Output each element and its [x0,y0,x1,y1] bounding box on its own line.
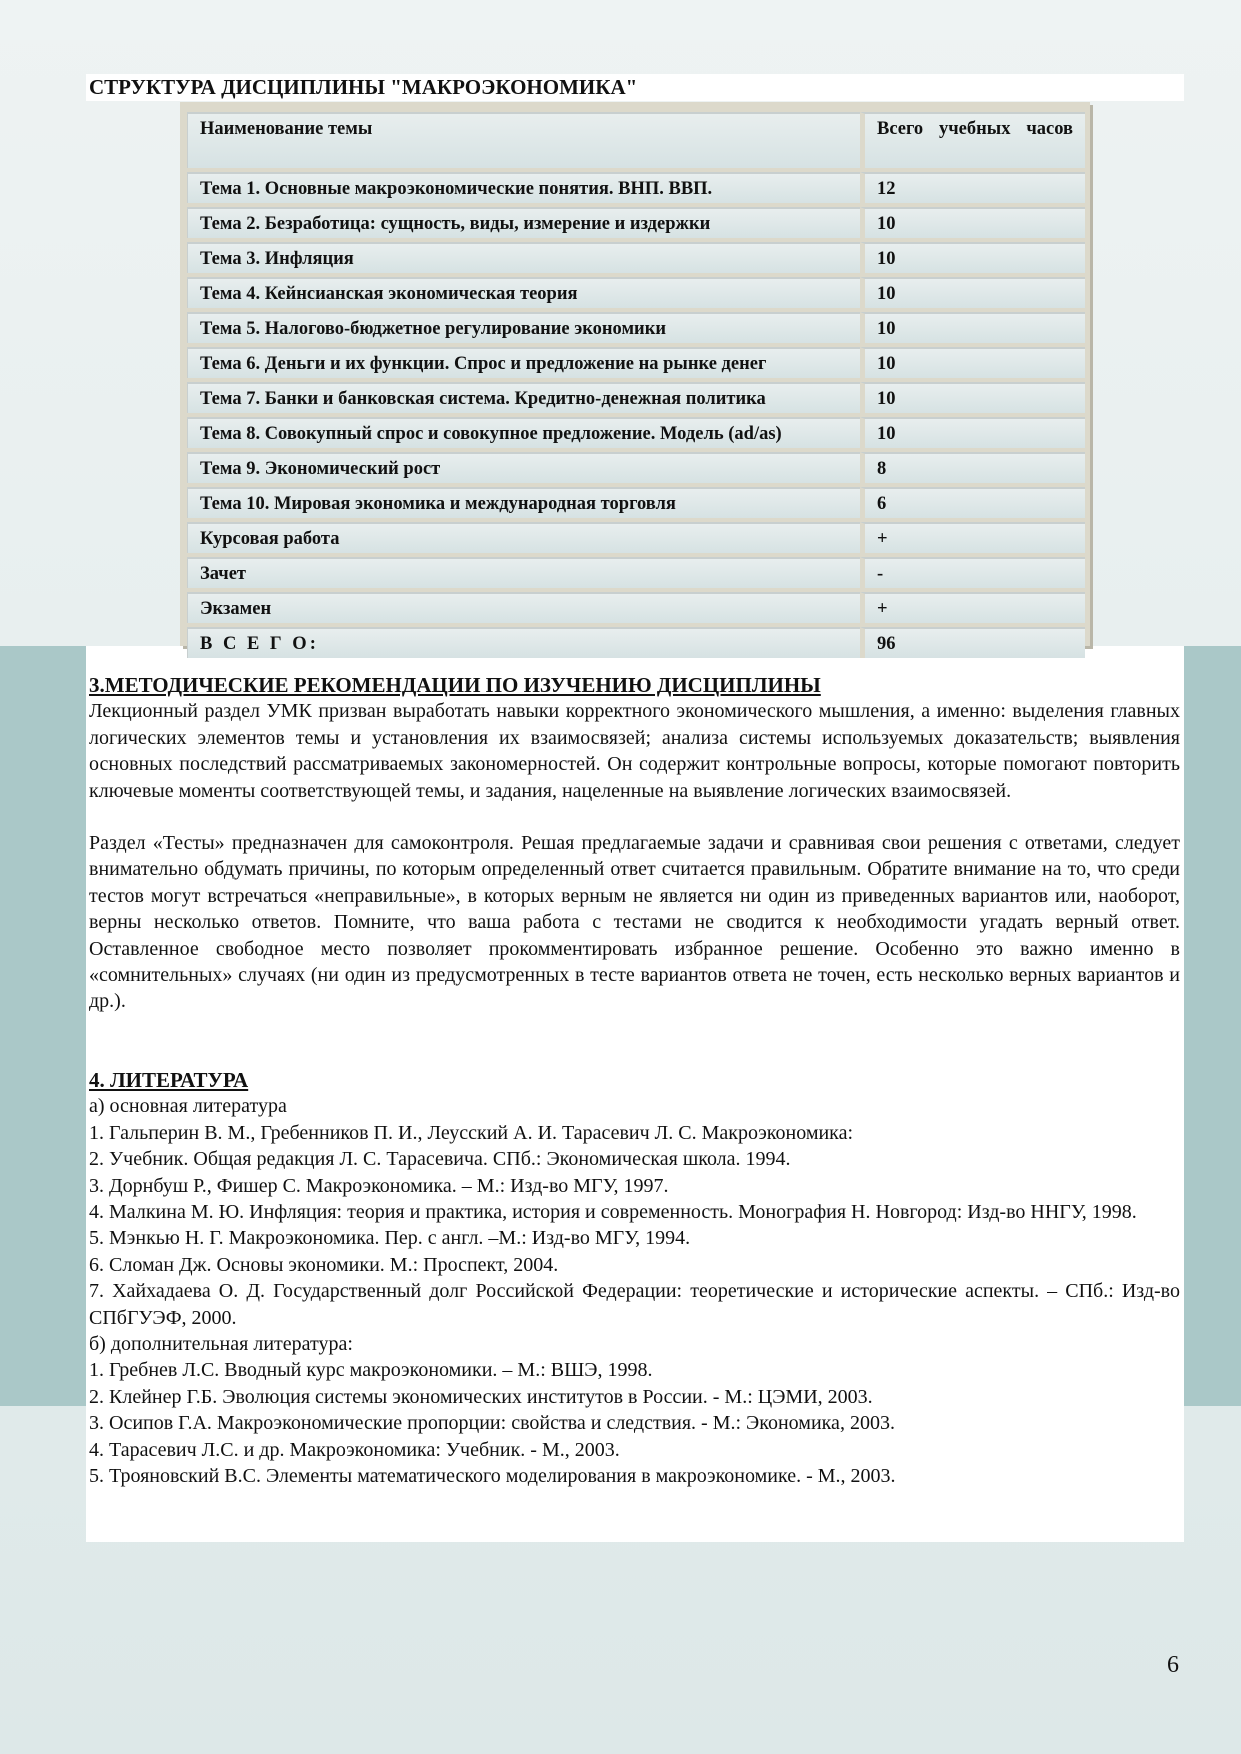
section-methodology [89,672,1180,1015]
topic-cell: Тема 9. Экономический рост [187,452,860,483]
topic-cell: В С Е Г О: [187,627,860,658]
topic-cell: Тема 5. Налогово-бюджетное регулирование экономики [187,312,860,343]
section-literature [89,1067,1180,1490]
reference-item: 3. Дорнбуш Р., Фишер С. Макроэкономика. – М.: Изд-во МГУ, 1997. [89,1174,669,1197]
page-title: СТРУКТУРА ДИСЦИПЛИНЫ "МАКРОЭКОНОМИКА" [89,75,638,99]
table-row [187,277,1085,308]
reference-item: 4. Тарасевич Л.С. и др. Макроэкономика: Учебник. - М., 2003. [89,1438,620,1461]
hours-cell: 10 [860,312,1085,343]
reference-item: 7. Хайхадаева О. Д. Государственный долг Российской Федерации: теоретические и исторические аспекты. – СПб.: Изд-во СПбГУЭФ, 2000. [89,1280,1180,1329]
topic-cell: Тема 8. Совокупный спрос и совокупное предложение. Модель (ad/as) [187,417,860,448]
topic-cell: Тема 1. Основные макроэкономические понятия. ВНП. ВВП. [187,172,860,203]
table-row [187,592,1085,623]
reference-item: 3. Осипов Г.А. Макроэкономические пропорции: свойства и следствия. - М.: Экономика, 2003. [89,1412,895,1435]
hours-cell: 96 [860,627,1085,658]
hours-cell: 12 [860,172,1085,203]
reference-item: 2. Клейнер Г.Б. Эволюция системы экономических институтов в России. - М.: ЦЭМИ, 2003. [89,1385,873,1408]
section-heading: 3.МЕТОДИЧЕСКИЕ РЕКОМЕНДАЦИИ ПО ИЗУЧЕНИЮ ДИСЦИПЛИНЫ [89,673,821,697]
table-row [187,627,1085,658]
topic-cell: Зачет [187,557,860,588]
topic-cell: Тема 6. Деньги и их функции. Спрос и предложение на рынке денег [187,347,860,378]
reference-item: 4. Малкина М. Ю. Инфляция: теория и практика, история и современность. Монография Н. Новгород: Изд-во ННГУ, 1998. [89,1201,1137,1224]
table-row [187,207,1085,238]
table-row [187,487,1085,518]
hours-cell: + [860,522,1085,553]
table-row [187,522,1085,553]
table-row [187,557,1085,588]
structure-table [180,102,1090,654]
hours-cell: - [860,557,1085,588]
topic-cell: Тема 10. Мировая экономика и международная торговля [187,487,860,518]
reference-item: 6. Сломан Дж. Основы экономики. М.: Проспект, 2004. [89,1253,559,1276]
page-number: 6 [1167,1652,1179,1678]
table-row [187,347,1085,378]
topic-cell: Тема 2. Безработица: сущность, виды, измерение и издержки [187,207,860,238]
reference-item: 1. Гребнев Л.С. Вводный курс макроэкономики. – М.: ВШЭ, 1998. [89,1359,653,1382]
topic-cell: Курсовая работа [187,522,860,553]
topic-cell: Тема 4. Кейнсианская экономическая теория [187,277,860,308]
section-heading: 4. ЛИТЕРАТУРА [89,1068,249,1092]
header-hours: Всего учебных часов [860,112,1085,168]
hours-cell: 10 [860,277,1085,308]
table-row [187,417,1085,448]
topic-cell: Экзамен [187,592,860,623]
header-topic: Наименование темы [187,112,860,168]
table-row [187,452,1085,483]
topic-cell: Тема 7. Банки и банковская система. Кредитно-денежная политика [187,382,860,413]
reference-item: 2. Учебник. Общая редакция Л. С. Тарасевича. СПб.: Экономическая школа. 1994. [89,1148,791,1171]
table-header-row [187,112,1085,168]
reference-item: 5. Мэнкью Н. Г. Макроэкономика. Пер. с англ. –М.: Изд-во МГУ, 1994. [89,1227,691,1250]
table-row [187,172,1085,203]
topic-cell: Тема 3. Инфляция [187,242,860,273]
hours-cell: + [860,592,1085,623]
hours-cell: 8 [860,452,1085,483]
hours-cell: 10 [860,382,1085,413]
table-row [187,382,1085,413]
paragraph: Лекционный раздел УМК призван выработать навыки корректного экономического мышления, а именно: выделения главных логических элементов темы и установления их взаимосвязей; анализа системы используемых доказательств; выявления основных последствий рассматриваемых закономерностей. Он содержит контрольные вопросы, которые помогают повторить ключевые моменты соответствующей темы, и задания, нацеленные на выявление логических взаимосвязей. [89,700,1180,802]
table-row [187,242,1085,273]
list-label: а) основная литература [89,1095,287,1118]
hours-cell: 10 [860,207,1085,238]
paragraph: Раздел «Тесты» предназначен для самоконтроля. Решая предлагаемые задачи и сравнивая свои решения с ответами, следует внимательно обдумать причины, по которым определенный ответ считается правильным. Обратите внимание на то, что среди тестов могут встречаться «неправильные», в которых верным не является ни один из приведенных вариантов или, наоборот, верны несколько ответов. Помните, что ваша работа с тестами не сводится к необходимости угадать верный ответ. Оставленное свободное место позволяет прокомментировать избранное решение. Особенно это важно именно в «сомнительных» случаях (ни один из предусмотренных в тесте вариантов ответа не точен, есть несколько верных вариантов и др.). [89,832,1180,1013]
list-label: б) дополнительная литература: [89,1333,353,1356]
table-row [187,312,1085,343]
hours-cell: 10 [860,242,1085,273]
hours-cell: 6 [860,487,1085,518]
hours-cell: 10 [860,347,1085,378]
hours-cell: 10 [860,417,1085,448]
reference-item: 1. Гальперин В. М., Гребенников П. И., Леусский А. И. Тарасевич Л. С. Макроэкономика: [89,1121,854,1144]
reference-item: 5. Трояновский В.С. Элементы математического моделирования в макроэкономике. - М., 2003. [89,1465,896,1488]
